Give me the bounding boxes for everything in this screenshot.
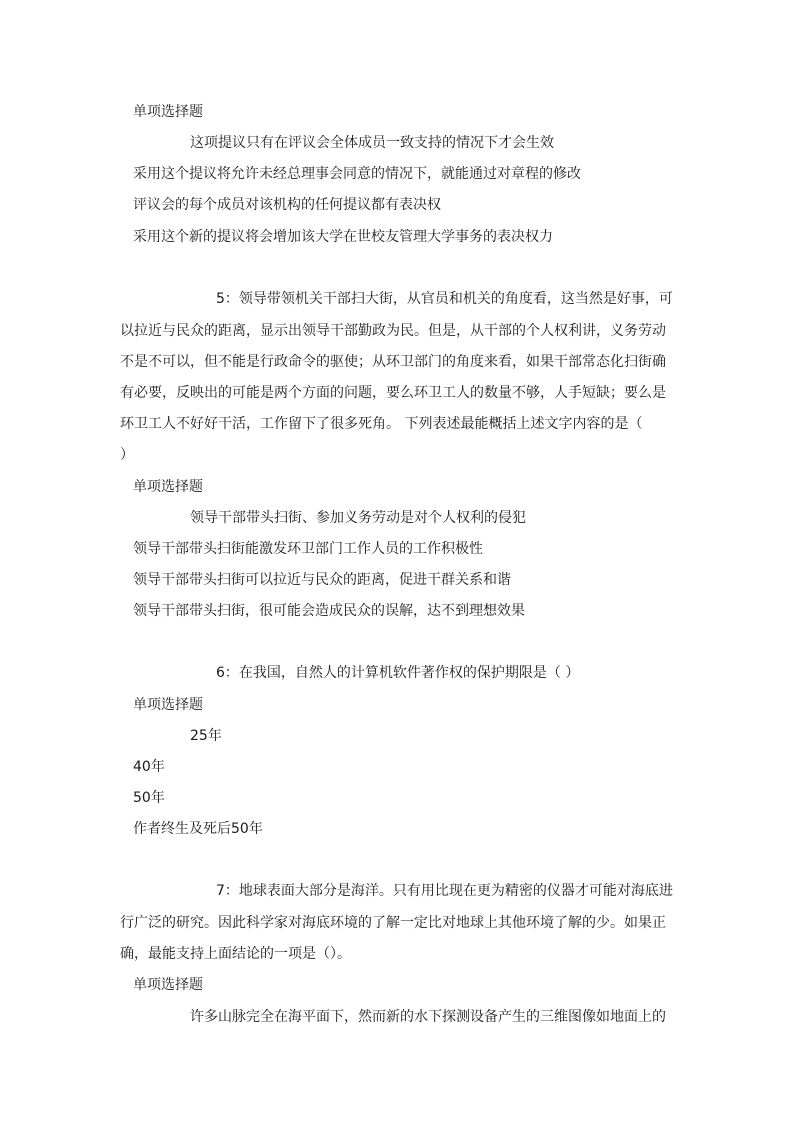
q5-stem-line-5: 环卫工人不好好干活，工作留下了很多死角。 下列表述最能概括上述文字内容的是（ [120,416,643,432]
q5-stem-line-2: 以拉近与民众的距离，显示出领导干部勤政为民。但是，从干部的个人权利讲，义务劳动 [120,323,666,339]
question-type-label: 单项选择题 [133,479,203,495]
q5-option-d: 领导干部带头扫街，很可能会造成民众的误解，达不到理想效果 [133,603,525,619]
question-type-label: 单项选择题 [133,977,203,993]
option-a: 这项提议只有在评议会全体成员一致支持的情况下才会生效 [190,135,554,151]
q7-stem-line-1: 7：地球表面大部分是海洋。只有用比现在更为精密的仪器才可能对海底进 [216,883,673,899]
q5-stem-line-4: 有必要，反映出的可能是两个方面的问题，要么环卫工人的数量不够，人手短缺；要么是 [120,385,666,401]
option-b: 采用这个提议将允许未经总理事会同意的情况下，就能通过对章程的修改 [133,166,581,182]
q7-stem-line-2: 行广泛的研究。因此科学家对海底环境的了解一定比对地球上其他环境了解的少。如果正 [120,915,666,931]
q5-stem-line-3: 不是不可以，但不能是行政命令的驱使；从环卫部门的角度来看，如果干部常态化扫街确 [120,354,666,370]
question-type-label: 单项选择题 [133,697,203,713]
q5-stem-line-6: ） [120,447,134,463]
q7-stem-line-3: 确，最能支持上面结论的一项是（）。 [120,946,351,962]
option-c: 评议会的每个成员对该机构的任何提议都有表决权 [133,197,441,213]
q6-option-d: 作者终生及死后50年 [133,821,263,837]
question-type-label: 单项选择题 [133,104,203,120]
q6-option-b: 40年 [133,759,165,775]
q6-option-a: 25年 [190,728,222,744]
q5-option-b: 领导干部带头扫街能激发环卫部门工作人员的工作积极性 [133,541,483,557]
q7-option-a: 许多山脉完全在海平面下，然而新的水下探测设备产生的三维图像如地面上的 [190,1009,666,1025]
q5-option-a: 领导干部带头扫街、参加义务劳动是对个人权利的侵犯 [190,510,526,526]
q6-option-c: 50年 [133,790,165,806]
q6-stem-line-1: 6：在我国，自然人的计算机软件著作权的保护期限是（ ） [216,665,580,681]
option-d: 采用这个新的提议将会增加该大学在世校友管理大学事务的表决权力 [133,229,553,245]
q5-option-c: 领导干部带头扫街可以拉近与民众的距离，促进干群关系和谐 [133,572,511,588]
q5-stem-line-1: 5：领导带领机关干部扫大街，从官员和机关的角度看，这当然是好事，可 [216,291,673,307]
